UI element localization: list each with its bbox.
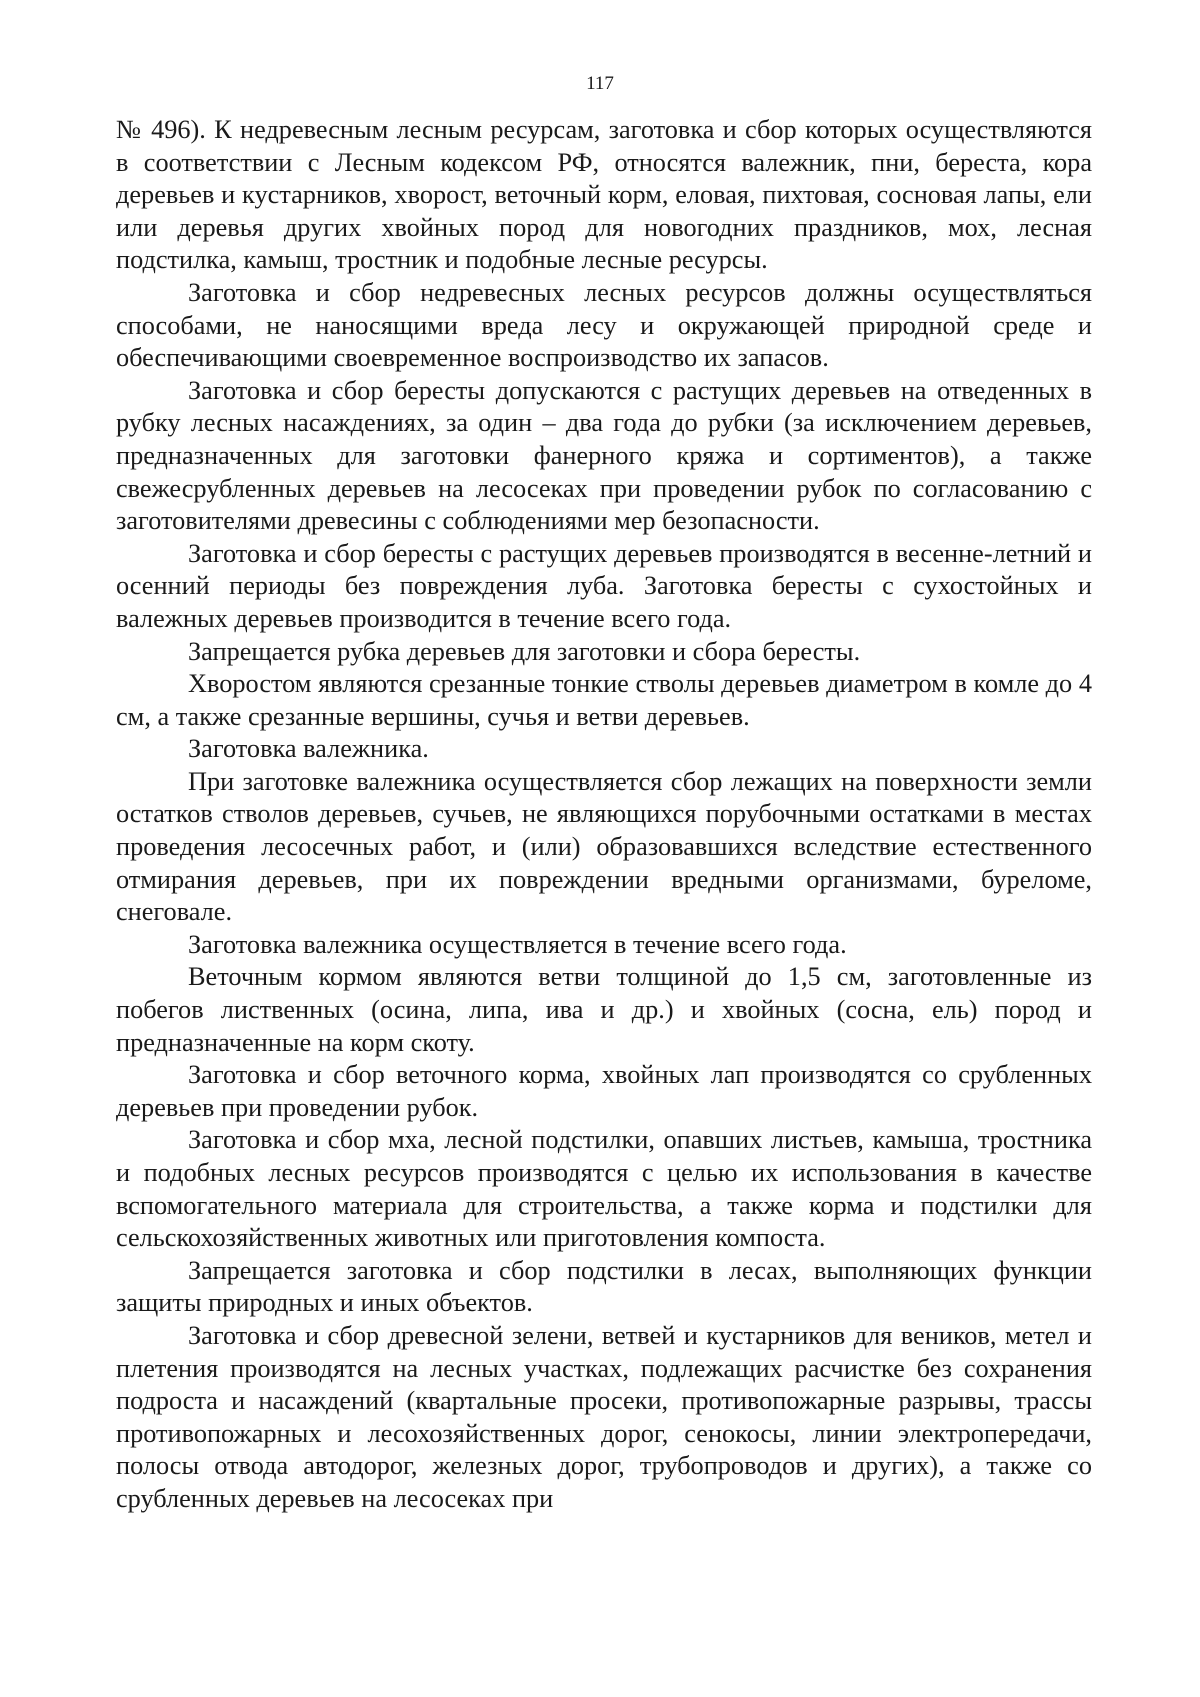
paragraph: Заготовка и сбор древесной зелени, ветвей и кустарников для веников, метел и плетения производятся на лесных участках, подлежащих расчистке без сохранения подроста и насаждений (квартальные просеки, противопожарные разрывы, трассы противопожарных и лесохозяйственных дорог, сенокосы, линии электропередачи, полосы отвода автодорог, железных дорог, трубопроводов и других), а также со срубленных деревьев на лесосеках при (116, 1320, 1092, 1513)
paragraph: Заготовка валежника. (188, 734, 429, 764)
body-text (116, 114, 1092, 1516)
paragraph: При заготовке валежника осуществляется сбор лежащих на поверхности земли остатков стволов деревьев, сучьев, не являющихся порубочными остатками в местах проведения лесосечных работ, и (или) образовавшихся вследствие естественного отмирания деревьев, при их повреждении вредными организмами, буреломе, снеговале. (116, 766, 1092, 927)
paragraph: Запрещается заготовка и сбор подстилки в лесах, выполняющих функции защиты природных и иных объектов. (116, 1255, 1092, 1318)
paragraph: Хворостом являются срезанные тонкие стволы деревьев диаметром в комле до 4 см, а также срезанные вершины, сучья и ветви деревьев. (116, 669, 1092, 731)
paragraph: Заготовка и сбор веточного корма, хвойных лап производятся со срубленных деревьев при проведении рубок. (116, 1060, 1092, 1122)
paragraph: Веточным кормом являются ветви толщиной до 1,5 см, заготовленные из побегов лиственных (осина, липа, ива и др.) и хвойных (сосна, ель) пород и предназначенные на корм скоту. (116, 962, 1092, 1057)
paragraph: Заготовка и сбор мха, лесной подстилки, опавших листьев, камыша, тростника и подобных лесных ресурсов производятся с целью их использования в качестве вспомогательного материала для строительства, а также корма и подстилки для сельскохозяйственных животных или приготовления компоста. (116, 1125, 1092, 1253)
paragraph: Заготовка и сбор бересты допускаются с растущих деревьев на отведенных в рубку лесных насаждениях, за один – два года до рубки (за исключением деревьев, предназначенных для заготовки фанерного кряжа и сортиментов), а также свежесрубленных деревьев на лесосеках при проведении рубок по согласованию с заготовителями древесины с соблюдениями мер безопасности. (116, 375, 1092, 536)
page-number: 117 (586, 73, 614, 94)
paragraph: Запрещается рубка деревьев для заготовки и сбора бересты. (188, 636, 861, 666)
paragraph: № 496). К недревесным лесным ресурсам, заготовка и сбор которых осуществляются в соответствии с Лесным кодексом РФ, относятся валежник, пни, береста, кора деревьев и кустарников, хворост, веточный корм, еловая, пихтовая, сосновая лапы, ели или деревья других хвойных пород для новогодних праздников, мох, лесная подстилка, камыш, тростник и подобные лесные ресурсы. (116, 115, 1092, 275)
paragraph: Заготовка и сбор бересты с растущих деревьев производятся в весенне-летний и осенний периоды без повреждения луба. Заготовка бересты с сухостойных и валежных деревьев производится в течение всего года. (116, 538, 1092, 633)
paragraph: Заготовка валежника осуществляется в течение всего года. (188, 929, 847, 959)
paragraph: Заготовка и сбор недревесных лесных ресурсов должны осуществляться способами, не наносящими вреда лесу и окружающей природной среде и обеспечивающими своевременное воспроизводство их запасов. (116, 277, 1092, 373)
